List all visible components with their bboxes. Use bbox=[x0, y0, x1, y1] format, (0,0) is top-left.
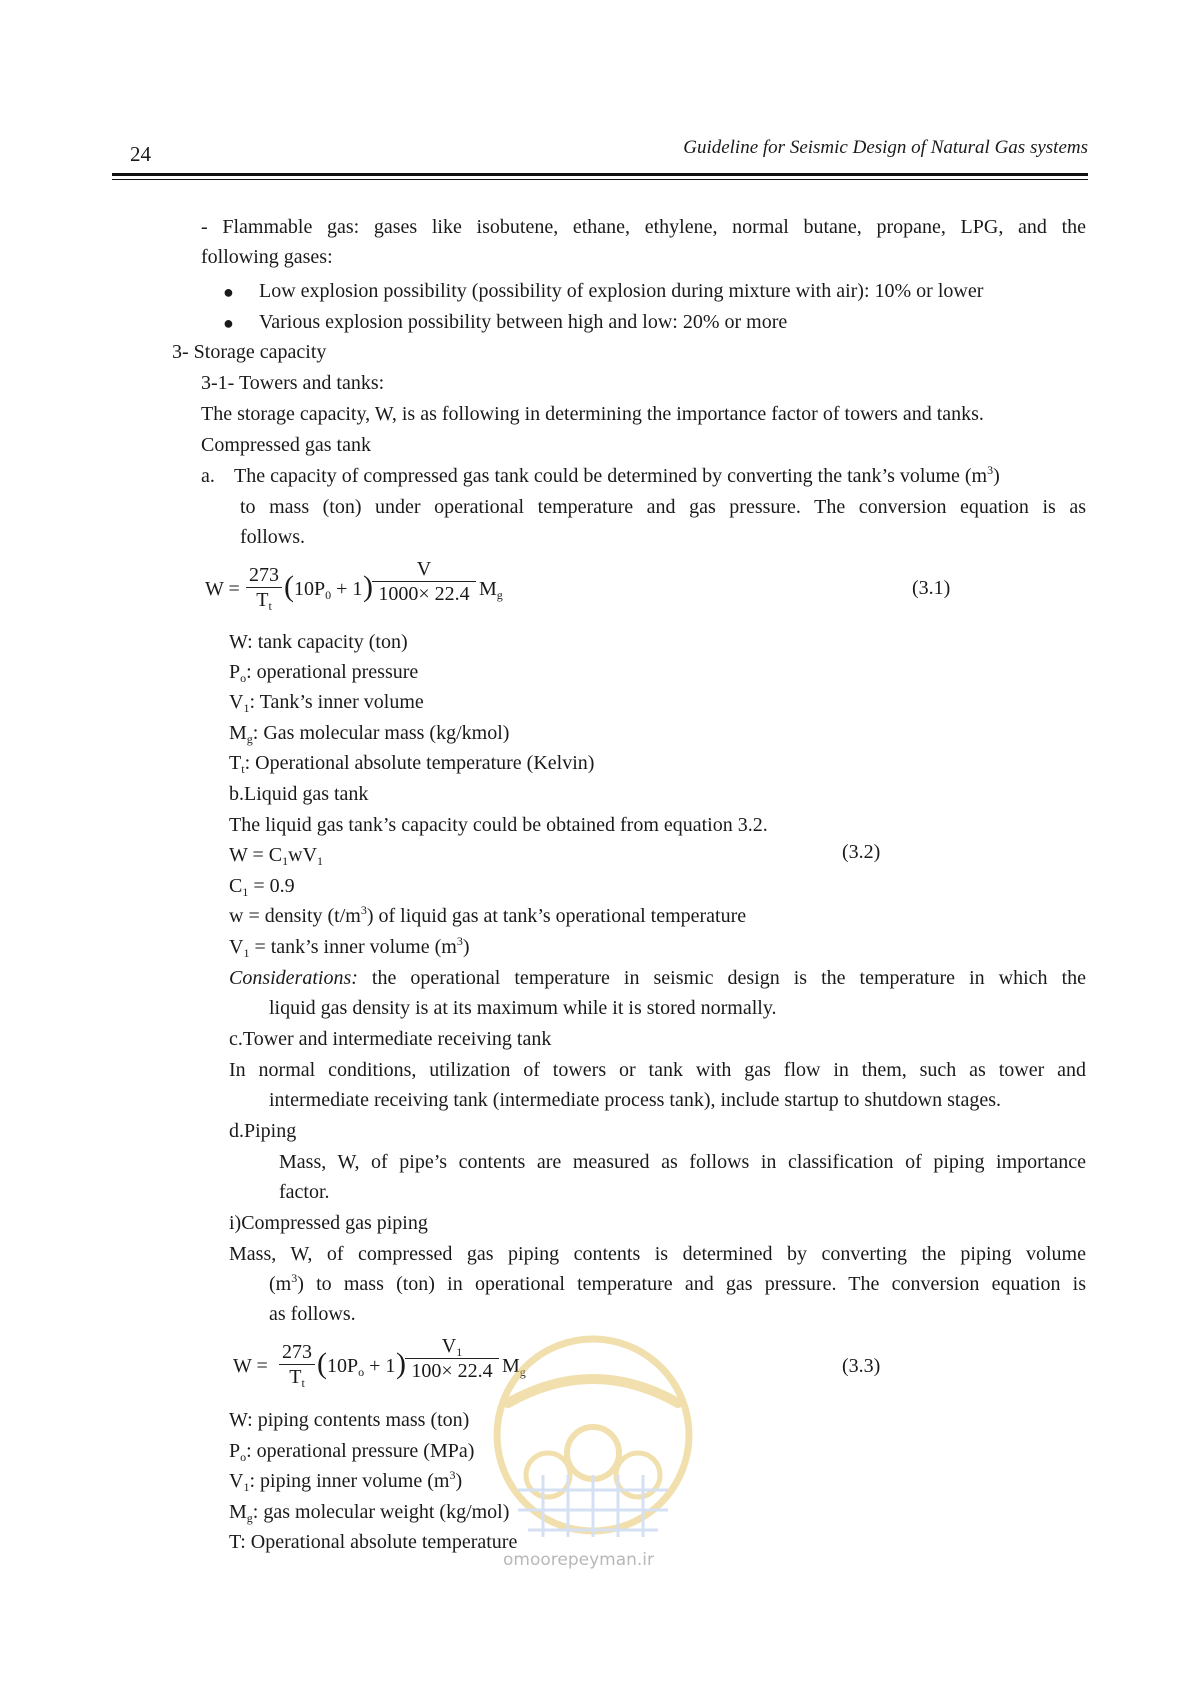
def-v: $V_1$: piping inner volume $(m^3)$ bbox=[229, 1468, 463, 1494]
def-t: T: Operational absolute temperature bbox=[229, 1531, 518, 1553]
def-v: $V_1$: Tank’s inner volume bbox=[229, 691, 424, 715]
bullet-item: Low explosion possibility (possibility of explosion during mixture with air): 10% or lower bbox=[259, 280, 984, 302]
equation-label: (3.3) bbox=[842, 1355, 881, 1377]
flammable-paragraph bbox=[201, 212, 1086, 272]
section-heading: 3- Storage capacity bbox=[172, 341, 327, 363]
bullet-icon: ● bbox=[223, 282, 234, 302]
compressed-piping-paragraph-cont: $(m^3)$ to mass (ton) in operational temperature and gas pressure. The conversion equation is as follows. bbox=[269, 1271, 1086, 1325]
item-a-line-1: The capacity of compressed gas tank could be determined by converting the tank’s volume $(m^3)$ bbox=[234, 463, 1000, 487]
item-a-marker: a. bbox=[201, 465, 215, 487]
header-rule-thin bbox=[112, 179, 1088, 180]
def-density: w = density $(t/m^3)$ of liquid gas at tank’s operational temperature bbox=[229, 903, 747, 927]
def-p: $P_o$: operational pressure (MPa) bbox=[229, 1440, 475, 1464]
def-v1: $V_1$ = tank’s inner volume $(m^3)$ bbox=[229, 934, 470, 960]
bullet-icon: ● bbox=[223, 313, 234, 333]
running-title: Guideline for Seismic Design of Natural Gas systems bbox=[683, 137, 1088, 158]
document-page: 24 Guideline for Seismic Design of Natural Gas systems - Flammable gas: gases like isobutene, ethane, ethylene, normal butane, propane, LPG, and the following gases: ● Low explosion possibility (possibility of explosion during mixture with air): 10% or lower ● Various explosion possibility between high and low: 20% or more 3- Storage capacity 3-1- Towers and tanks: The storage capacity, W, is as following in determining the importance factor of towers and tanks. Compressed gas tank a. The capacity of compressed gas tank could be determined by converting the tank’s volume $(m^3)$ to mass (ton) under operational temperature and gas pressure. The conversion equation is as follows. W = $\frac{273}{T_t}$ ( $10P_0 + 1$ ) $\frac{V}{1000\times 22.4}$ $M_g$ (3.1) W: tank capacity (ton) $P_o$: operational pressure $V_1$: Tank’s inner volume $M_g$: Gas molecular mass (kg/kmol) $T_t$: Operational absolute temperature (Kelvin) b.Liquid gas tank The liquid gas tank’s capacity could be obtained from equation 3.2. $W = C_1wV_1$ (3.2) $C_1 = 0.9$ w = density $(t/m^3)$ of liquid gas at tank’s operational temperature $V_1$ = tank’s inner volume $(m^3)$ Considerations: the operational temperature in seismic design is the temperature in which the liquid gas density is at its maximum while it is stored normally. c.Tower and intermediate receiving tank In normal conditions, utilization of towers or tank with gas flow in them, such as tower and intermediate receiving tank (intermediate process tank), include startup to shutdown stages. d.Piping Mass, W, of pipe’s contents are measured as follows in classification of piping importance factor. i)Compressed gas piping Mass, W, of compressed gas piping contents is determined by converting the piping volume $(m^3)$ to mass (ton) in operational temperature and gas pressure. The conversion equation is as follows. W = $\frac{273}{T_t}$ ( $10P_o + 1$ ) $\frac{V_1}{100\times 22.4}$ $M_g$ (3.3) W: piping contents mass (ton) $P_o$: operational pressure (MPa) $V_1$: piping inner volume $(m^3)$ $M_g$: gas molecular weight (kg/mol) T: Operational absolute temperature omoorepeyman.ir bbox=[0, 0, 1191, 1684]
flammable-line-1: - Flammable gas: gases like isobutene, ethane, ethylene, normal butane, propane, LPG, and the bbox=[201, 216, 1086, 238]
compressed-piping-title: i)Compressed gas piping bbox=[229, 1212, 428, 1234]
intro-text: The storage capacity, W, is as following in determining the importance factor of towers and tanks. bbox=[201, 403, 984, 425]
watermark-url: omoorepeyman.ir bbox=[503, 1550, 655, 1570]
def-m: $M_g$: Gas molecular mass (kg/kmol) bbox=[229, 722, 510, 746]
fraction-273-over-t: $\frac{273}{T_t}$ bbox=[279, 1340, 315, 1389]
fraction-273-over-t: $\frac{273}{T_t}$ bbox=[246, 563, 282, 612]
tower-title: c.Tower and intermediate receiving tank bbox=[229, 1028, 552, 1050]
considerations-paragraph: Considerations: the operational temperature in seismic design is the temperature in which the bbox=[229, 967, 1086, 989]
fraction-v-over-volume: $\frac{V}{1000\times 22.4}$ bbox=[372, 557, 476, 606]
equation-label: (3.2) bbox=[842, 841, 881, 863]
considerations-line-2: liquid gas density is at its maximum while it is stored normally. bbox=[269, 997, 777, 1019]
compressed-tank-title: Compressed gas tank bbox=[201, 434, 371, 456]
subsection-heading: 3-1- Towers and tanks: bbox=[201, 372, 385, 394]
def-t: $T_t$: Operational absolute temperature (Kelvin) bbox=[229, 752, 595, 776]
piping-paragraph: Mass, W, of pipe’s contents are measured as follows in classification of piping importance factor. bbox=[279, 1151, 1086, 1203]
item-a-continuation: to mass (ton) under operational temperature and gas pressure. The conversion equation is as follows. bbox=[240, 496, 1086, 548]
tower-line-2: intermediate receiving tank (intermediate process tank), include startup to shutdown stages. bbox=[269, 1089, 1001, 1111]
equation-3-2: $W = C_1wV_1$ bbox=[229, 844, 324, 868]
tower-paragraph: In normal conditions, utilization of towers or tank with gas flow in them, such as tower and bbox=[229, 1059, 1086, 1081]
liquid-intro: The liquid gas tank’s capacity could be obtained from equation 3.2. bbox=[229, 814, 768, 836]
liquid-title: b.Liquid gas tank bbox=[229, 783, 369, 805]
equation-label: (3.1) bbox=[912, 577, 951, 599]
def-w: W: tank capacity (ton) bbox=[229, 631, 408, 653]
def-p: $P_o$: operational pressure bbox=[229, 661, 419, 685]
header-rule bbox=[112, 173, 1088, 176]
piping-title: d.Piping bbox=[229, 1120, 297, 1142]
fraction-v1-over-volume: $\frac{V_1}{100\times 22.4}$ bbox=[405, 1334, 499, 1383]
def-m: $M_g$: gas molecular weight (kg/mol) bbox=[229, 1501, 510, 1525]
watermark-logo bbox=[488, 1325, 698, 1545]
page-number: 24 bbox=[130, 142, 151, 166]
flammable-line-2: following gases: bbox=[201, 246, 333, 268]
def-c1: $C_1 = 0.9$ bbox=[229, 875, 295, 899]
bullet-item: Various explosion possibility between high and low: 20% or more bbox=[259, 311, 788, 333]
compressed-piping-paragraph: Mass, W, of compressed gas piping contents is determined by converting the piping volume bbox=[229, 1243, 1086, 1265]
considerations-label: Considerations: bbox=[229, 967, 358, 989]
def-w: W: piping contents mass (ton) bbox=[229, 1409, 470, 1431]
